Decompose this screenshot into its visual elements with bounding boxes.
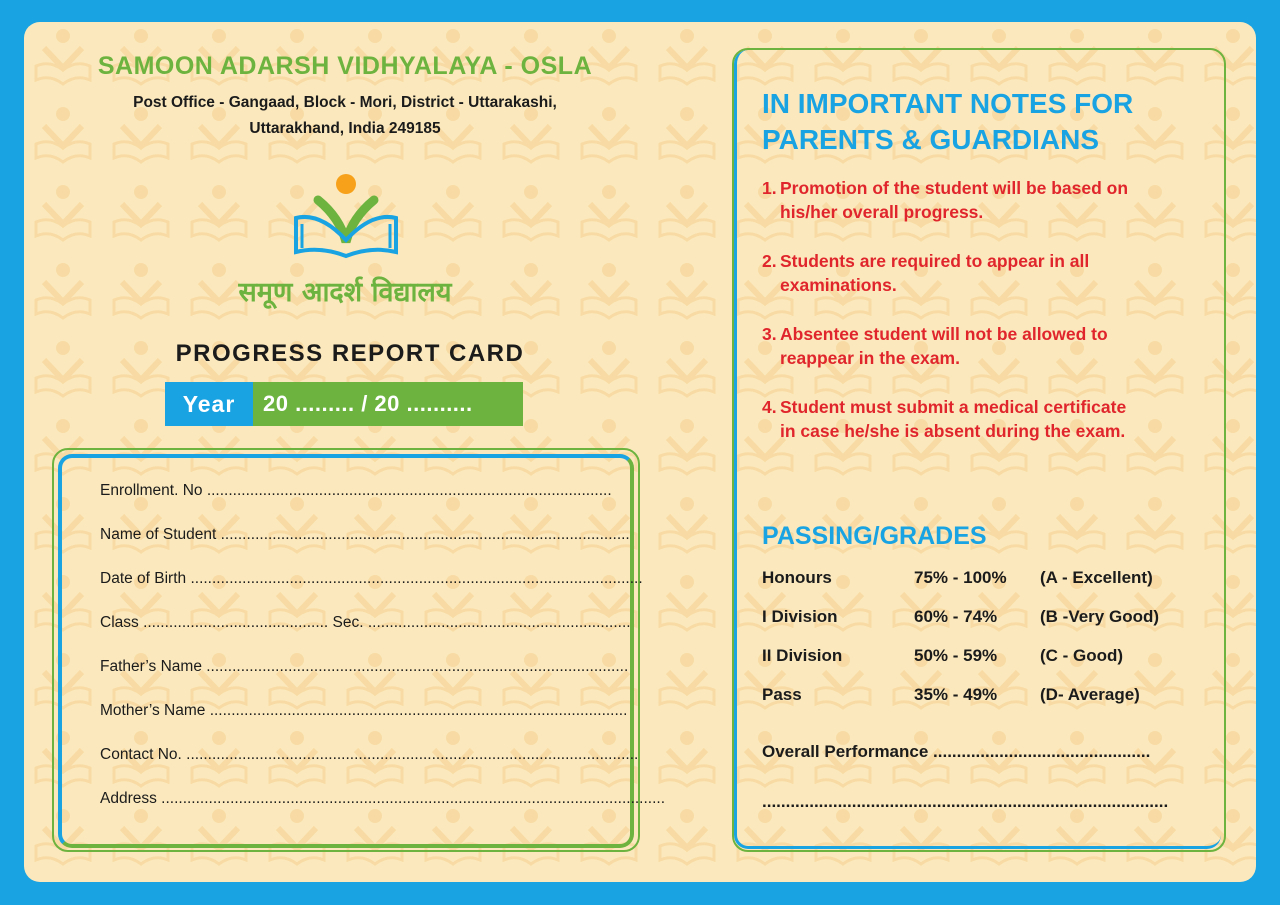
notes-title: IN IMPORTANT NOTES FOR PARENTS & GUARDIANS [762, 88, 1134, 155]
grade-row: Honours 75% - 100% (A - Excellent) [762, 568, 1153, 587]
address-line-2: Uttarakhand, India 249185 [249, 120, 441, 137]
overall-performance: Overall Performance .............................................. [762, 742, 1151, 761]
year-label: Year [165, 382, 253, 426]
enrollment-field: Enrollment. No .............................................................................................. [100, 482, 612, 499]
school-name: SAMOON ADARSH VIDHYALAYA - OSLA [97, 52, 593, 80]
school-hindi-name: समूण आदर्श विद्यालय [238, 277, 452, 308]
note-item: 3. Absentee student will not be allowed to reappear in the exam. [762, 324, 1108, 368]
student-name-field: Name of Student ............................................................................................... [100, 526, 630, 543]
mother-name-field: Mother’s Name ................................................................................................. [100, 702, 628, 719]
class-section-field: Class ........................................... Sec. ............................................................. [100, 614, 631, 631]
grade-row: II Division 50% - 59% (C - Good) [762, 646, 1124, 665]
address-line-1: Post Office - Gangaad, Block - Mori, District - Uttarakashi, [133, 94, 557, 111]
year-box [165, 382, 523, 426]
contact-field: Contact No. ......................................................................................................... [100, 746, 639, 763]
address-field: Address ..................................................................................................................... [100, 790, 666, 807]
school-address [84, 90, 606, 142]
report-card [24, 22, 1256, 882]
grade-row: Pass 35% - 49% (D- Average) [762, 685, 1140, 704]
year-value: 20 ......... / 20 .......... [253, 382, 523, 426]
report-title: PROGRESS REPORT CARD [175, 340, 525, 367]
overall-performance-line: ...................................................................................... [762, 792, 1169, 811]
note-item: 4. Student must submit a medical certificate in case he/she is absent during the exam. [762, 397, 1127, 441]
grade-row: I Division 60% - 74% (B -Very Good) [762, 607, 1160, 626]
school-logo-icon [290, 172, 402, 262]
grades-title: PASSING/GRADES [762, 522, 987, 550]
father-name-field: Father’s Name .................................................................................................. [100, 658, 629, 675]
note-item: 2. Students are required to appear in all examinations. [762, 251, 1090, 295]
dob-field: Date of Birth ......................................................................................................... [100, 570, 643, 587]
notes-inner-border [734, 50, 1221, 849]
note-item: 1. Promotion of the student will be based on his/her overall progress. [762, 178, 1129, 222]
